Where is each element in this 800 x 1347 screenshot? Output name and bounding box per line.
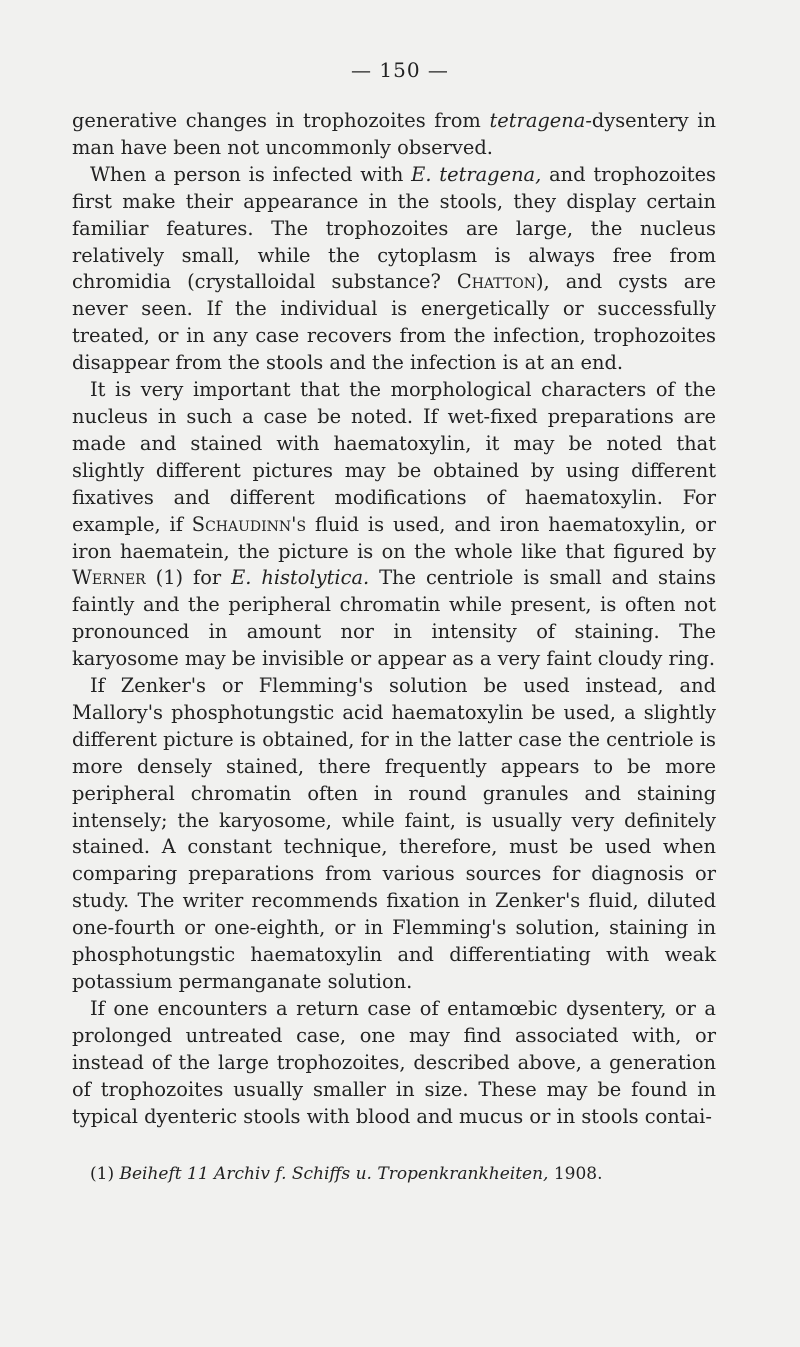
text-run: It is very important that the morphological characters of the nucleus in such a case be noted. If wet-fixed preparations are made and stained with haematoxylin, it may be noted that slightly different pictures may be obtained by using different fixatives and different modifications of haematoxylin. For example, if <box>72 378 716 536</box>
footnote-marker: (1) <box>90 1164 115 1184</box>
footnote-text: Beiheft 11 Archiv f. Schiffs u. Tropenkrankheiten, <box>114 1164 549 1184</box>
paragraph-1 <box>72 108 716 162</box>
text-run: generative changes in trophozoites from <box>72 109 490 132</box>
text-run: (1) for <box>145 566 232 590</box>
paragraph-3 <box>72 377 716 673</box>
paragraph-4: If Zenker's or Flemming's solution be used instead, and Mallory's phosphotungstic acid haematoxylin be used, a slightly different picture is obtained, for in the latter case the centriole is more densely stained, there frequently appears to be more peripheral chromatin often in round granules and staining intensely; the karyosome, while faint, is usually very definitely stained. A constant technique, therefore, must be used when comparing preparations from various sources for diagnosis or study. The writer recommends fixation in Zenker's fluid, diluted one-fourth or one-eighth, or in Flemming's solution, staining in phosphotungstic haematoxylin and differentiating with weak potassium permanganate solution. <box>72 674 716 993</box>
paragraph-2 <box>72 162 716 377</box>
body-text <box>72 108 716 1130</box>
text-run: ), and cysts are never seen. If the individual is energetically or successfully treated, or in any case recovers from the infection, trophozoites disappear from the stools and the infection is at an end. <box>72 270 717 375</box>
author-name: Chatton <box>456 270 536 294</box>
text-run: When a person is infected with <box>90 162 412 186</box>
species-name: tetragena <box>489 109 586 132</box>
footnote-year: 1908. <box>548 1164 603 1184</box>
text-run: -dysentery in man have been not uncommonly observed. <box>72 109 716 159</box>
footnote <box>90 1164 730 1184</box>
author-name: Werner <box>72 566 146 590</box>
species-name: E. tetragena, <box>411 162 542 186</box>
author-name: Schaudinn's <box>191 512 307 536</box>
text-run: and trophozoites first make their appearance in the stools, they display certain familiar features. The trophozoites are large, the nucleus relatively small, while the cytoplasm is always free from chromidia (crystalloidal substance? <box>72 162 716 294</box>
page-number: — 150 — <box>351 58 449 82</box>
text-run: The centriole is small and stains faintly and the peripheral chromatin while present, is often not pronounced in amount nor in intensity of staining. The karyosome may be invisible or appear as a very faint cloudy ring. <box>72 566 716 671</box>
species-name: E. histolytica. <box>231 566 370 590</box>
paragraph-5: If one encounters a return case of entamœbic dysentery, or a prolonged untreated case, one may find associated with, or instead of the large trophozoites, described above, a generation of trophozoites usually smaller in size. These may be found in typical dyenteric stools with blood and mucus or in stools contai- <box>72 996 716 1128</box>
text-run: fluid is used, and iron haematoxylin, or iron haematein, the picture is on the whole like that figured by <box>72 512 716 563</box>
